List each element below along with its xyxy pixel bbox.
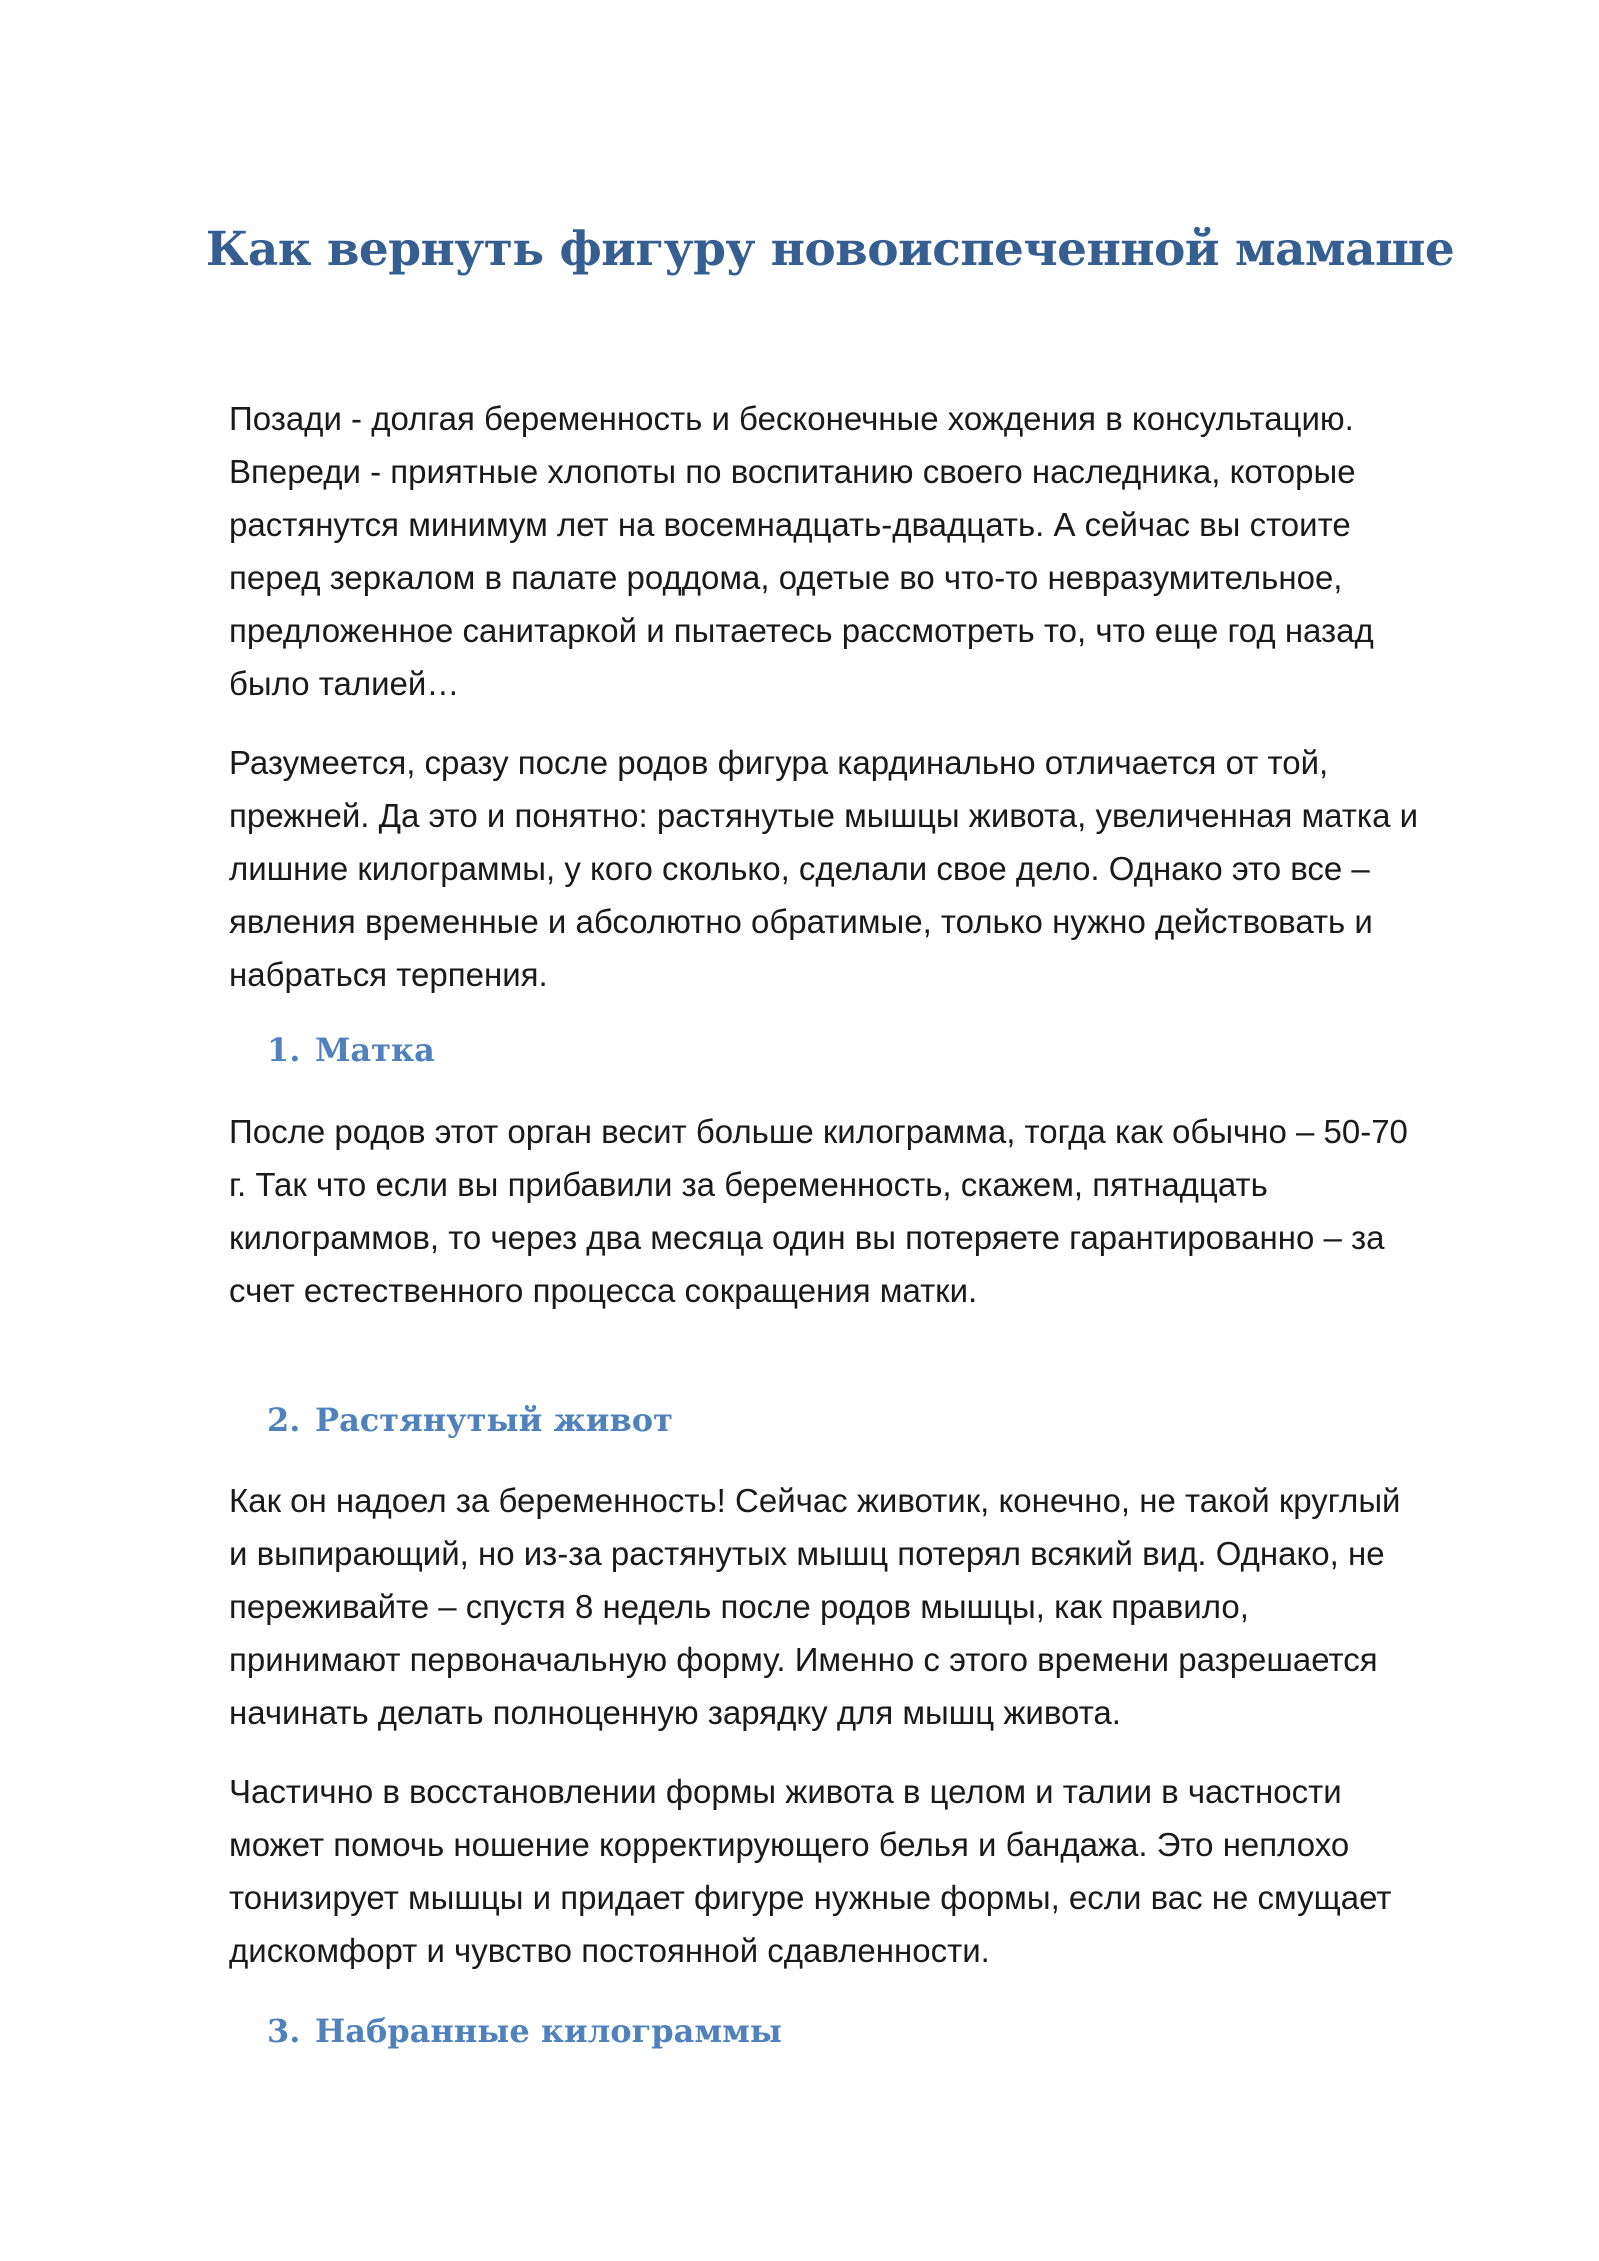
heading-text: Матка (315, 1031, 435, 1069)
text-line: Частично в восстановлении формы живота в целом и талии в частности (229, 1773, 1342, 1810)
text-line: и выпирающий, но из-за растянутых мышц потерял всякий вид. Однако, не (229, 1535, 1385, 1572)
document-title: Как вернуть фигуру новоиспеченной мамаше (205, 222, 1455, 277)
text-line: предложенное санитаркой и пытаетесь рассмотреть то, что еще год назад (229, 612, 1374, 649)
text-line: После родов этот орган весит больше килограмма, тогда как обычно – 50-70 (229, 1113, 1408, 1150)
heading-number: 1. (267, 1031, 301, 1069)
text-line: тонизирует мышцы и придает фигуре нужные формы, если вас не смущает (229, 1879, 1392, 1916)
text-line: может помочь ношение корректирующего белья и бандажа. Это неплохо (229, 1826, 1350, 1863)
text-line: перед зеркалом в палате роддома, одетые во что-то невразумительное, (229, 559, 1343, 596)
paragraph-intro (229, 392, 1479, 710)
section-heading-belly (267, 1394, 673, 1447)
heading-number: 3. (267, 2012, 301, 2050)
heading-text: Набранные килограммы (315, 2012, 782, 2050)
text-line: Разумеется, сразу после родов фигура кардинально отличается от той, (229, 744, 1329, 781)
text-line: лишние килограммы, у кого сколько, сделали свое дело. Однако это все – (229, 850, 1370, 887)
paragraph-uterus (229, 1105, 1479, 1317)
text-line: килограммов, то через два месяца один вы потеряете гарантированно – за (229, 1219, 1385, 1256)
text-line: счет естественного процесса сокращения матки. (229, 1272, 978, 1309)
paragraph-belly (229, 1474, 1479, 1739)
section-heading-weight (267, 2005, 782, 2058)
text-line: растянутся минимум лет на восемнадцать-двадцать. А сейчас вы стоите (229, 506, 1351, 543)
text-line: принимают первоначальную форму. Именно с этого времени разрешается (229, 1641, 1378, 1678)
text-line: было талией… (229, 665, 460, 702)
text-line: набраться терпения. (229, 956, 548, 993)
section-heading-uterus (267, 1024, 435, 1077)
paragraph-after-birth (229, 736, 1479, 1001)
text-line: Как он надоел за беременность! Сейчас животик, конечно, не такой круглый (229, 1482, 1401, 1519)
text-line: переживайте – спустя 8 недель после родов мышцы, как правило, (229, 1588, 1249, 1625)
text-line: прежней. Да это и понятно: растянутые мышцы живота, увеличенная матка и (229, 797, 1419, 834)
text-line: Позади - долгая беременность и бесконечные хождения в консультацию. (229, 400, 1354, 437)
paragraph-bandage (229, 1765, 1479, 1977)
text-line: Впереди - приятные хлопоты по воспитанию своего наследника, которые (229, 453, 1356, 490)
heading-number: 2. (267, 1401, 301, 1439)
heading-text: Растянутый живот (315, 1401, 673, 1439)
text-line: г. Так что если вы прибавили за беременность, скажем, пятнадцать (229, 1166, 1268, 1203)
text-line: начинать делать полноценную зарядку для мышц живота. (229, 1694, 1121, 1731)
text-line: явления временные и абсолютно обратимые, только нужно действовать и (229, 903, 1373, 940)
text-line: дискомфорт и чувство постоянной сдавленности. (229, 1932, 990, 1969)
